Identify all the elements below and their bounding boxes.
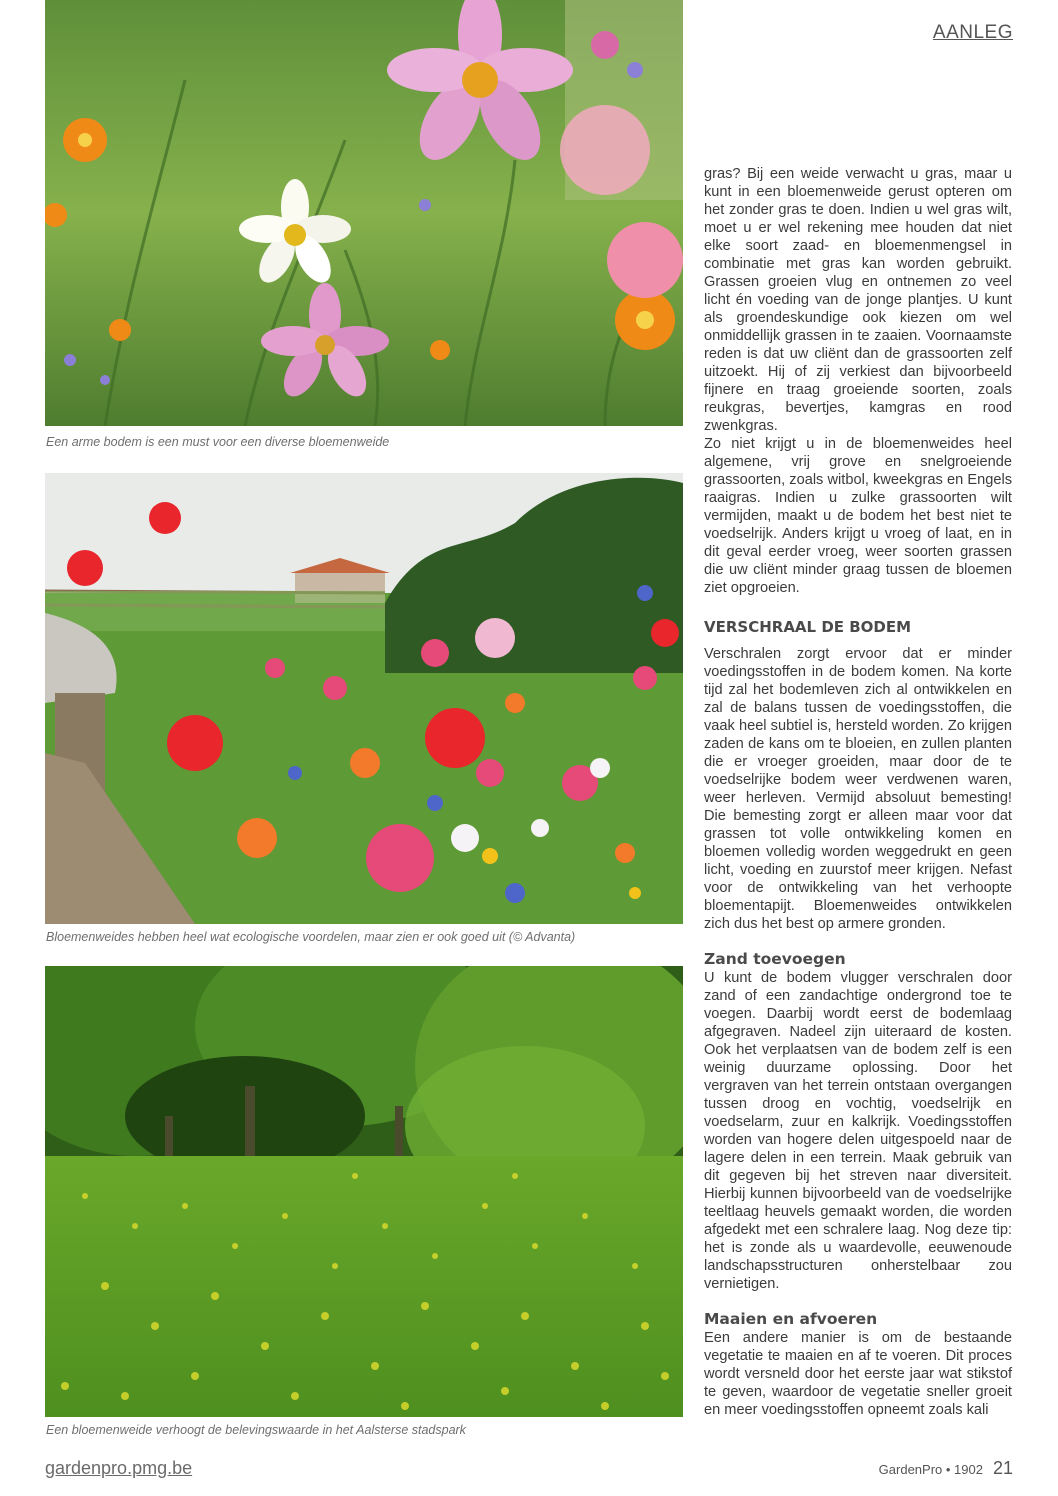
cosmos-flowers-photo bbox=[45, 0, 683, 426]
photo-caption: Een arme bodem is een must voor een diverse bloemenweide bbox=[46, 435, 390, 449]
photo-caption: Een bloemenweide verhoogt de belevingswaarde in het Aalsterse stadspark bbox=[46, 1423, 466, 1437]
photo-caption: Bloemenweides hebben heel wat ecologische voordelen, maar zien er ook goed uit (© Advanta) bbox=[46, 930, 576, 944]
article-paragraph: Verschralen zorgt ervoor dat er minder voedingsstoffen in de bodem komen. Na korte tijd zal het bodemleven zich al ontwikkelen en zal de balans tussen de voedingsstoffen, die vaak heel subtiel is, hersteld worden. Zo krijgen zaden de kans om te bloeien, en zullen planten die er vroeger groeiden, maar door de te voedselrijke bodem weer verdwenen waren, weer herleven. Vermijd absoluut bemesting! Die bemesting zorgt er alleen maar voor dat grassen tot volle ontwikkeling komen en bloemen volledig worden weggedrukt en geen licht, voeding en zuurstof meer krijgen. Nefast voor de ontwikkeling van het verhoopte bloementapijt. Bloemenweides ontwikkelen zich dus het best op armere gronden. bbox=[704, 646, 1012, 932]
article-paragraph: U kunt de bodem vlugger verschralen door zand of een zandachtige ondergrond toe te voegen. Daarbij wordt eerst de bodemlaag afgegraven. Nadeel zijn uiteraard de kosten. Ook het verplaatsen van de bodem zelf is een weinig duurzame oplossing. Door het vergraven van het terrein ontstaan overgangen tussen droog en vochtig, voedselrijk en voedselarm, zuur en kalkrijk. Voedingsstoffen worden van hogere delen uitgespoeld naar de lagere delen in een terrein. Maak gebruik van dit gegeven bij het streven naar diversiteit. Hierbij kunnen bijvoorbeeld van de voedselrijke teeltlaag heuvels gemaakt worden, die worden afgedekt met een schralere laag. Nog deze tip: het is zonde als u waardevolle, eeuwenoude landschapsstructuren onherstelbaar zou vernietigen. bbox=[704, 970, 1012, 1292]
website-link[interactable]: gardenpro.pmg.be bbox=[45, 1458, 193, 1478]
subsection-heading: Zand toevoegen bbox=[704, 950, 846, 968]
flower-field-photo bbox=[45, 473, 683, 924]
article-paragraph: Een andere manier is om de bestaande vegetatie te maaien en af te voeren. Dit proces wordt versneld door het eerste jaar wat stikstof te geven, waardoor de vegetatie sneller groeit en meer voedingsstoffen opneemt zoals kali bbox=[704, 1330, 1012, 1418]
section-heading: VERSCHRAAL DE BODEM bbox=[704, 618, 912, 636]
subsection-heading: Maaien en afvoeren bbox=[704, 1310, 878, 1328]
page-footer bbox=[879, 1458, 1013, 1479]
article-paragraph: gras? Bij een weide verwacht u gras, maar u kunt in een bloemenweide gerust opteren om het zonder gras te doen. Indien u wel gras wilt, moet u er wel rekening mee houden dat niet elke soort zaad- en bloemenmengsel in combinatie met gras kan worden gebruikt. Grassen groeien vlug en ontnemen zo veel licht én voeding van de jonge plantjes. U kunt als groendeskundige ook kiezen om wel onmiddellijk grassen in te zaaien. Voornaamste reden is dat uw cliënt dan de grassoorten zelf uitzoekt. Hij of zij verkiest dan bijvoorbeeld fijnere en traag groeiende soorten, zoals reukgras, bevertjes, kamgras en rood zwenkgras. bbox=[704, 166, 1012, 434]
page-number: 21 bbox=[992, 1458, 1013, 1478]
section-label: AANLEG bbox=[932, 22, 1013, 43]
article-column bbox=[704, 165, 1012, 1419]
issue-label: GardenPro • 1902 bbox=[878, 1462, 983, 1477]
park-meadow-photo bbox=[45, 966, 683, 1417]
article-paragraph: Zo niet krijgt u in de bloemenweides heel algemene, vrij grove en snelgroeiende grassoorten, zoals witbol, kweekgras en Engels raaigras. Indien u zulke grassoorten wilt vermijden, maakt u de bodem het best niet te voedselrijk. Anders krijgt u vroeg of laat, en in dit geval eerder vroeg, weer soorten grassen die uw cliënt minder graag tussen de bloemen ziet opgroeien. bbox=[704, 436, 1012, 596]
